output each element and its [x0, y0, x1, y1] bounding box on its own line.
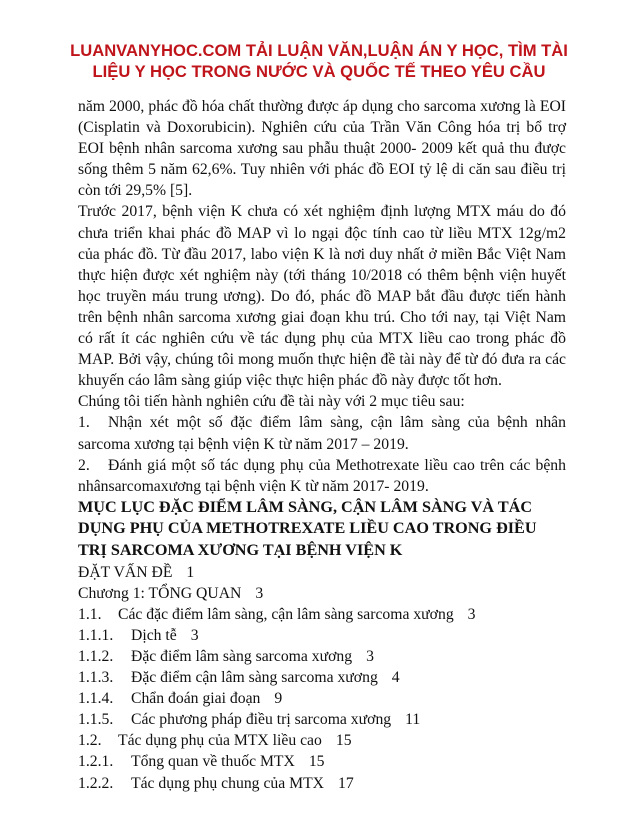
toc-entry-text: Chẩn đoán giai đoạn — [131, 690, 261, 708]
toc-entry-page: 1 — [186, 563, 195, 581]
goal-2-number: 2. — [78, 456, 90, 474]
goal-2-text: Đánh giá một số tác dụng phụ của Methotrexate liều cao trên các bệnh nhânsarcomaxương tại bệnh viện K từ năm 2017- 2019. — [78, 456, 566, 495]
toc-entry-page: 4 — [391, 669, 400, 687]
toc-entry-page: 11 — [405, 711, 421, 729]
paragraph-intro: năm 2000, phác đồ hóa chất thường được áp dụng cho sarcoma xương là EOI (Cisplatin và Doxorubicin). Nghiên cứu của Trần Văn Công hóa trị bổ trợ EOI bệnh nhân sarcoma xương sau phẫu thuật 2000- 2009 kết quả thu được sống thêm 5 năm 62,6%. Tuy nhiên với phác đồ EOI tỷ lệ di căn sau điều trị còn tới 29,5% [5]. — [78, 98, 566, 200]
toc-entry-page: 3 — [255, 584, 264, 602]
toc-entry-number: 1.1. — [78, 605, 102, 623]
toc-entry[interactable] — [78, 562, 566, 583]
paragraph-context: Trước 2017, bệnh viện K chưa có xét nghiệm định lượng MTX máu do đó chưa triển khai phác đồ MAP vì lo ngại độc tính cao từ liều MTX 12g/m2 của phác đồ. Từ đầu 2017, labo viện K là nơi duy nhất ở miền Bắc Việt Nam thực hiện được xét nghiệm này (tới tháng 10/2018 có thêm bệnh viện huyết học truyền máu trung ương). Do đó, phác đồ MAP bắt đầu được tiến hành trên bệnh nhân sarcoma xương giai đoạn khu trú. Cho tới nay, tại Việt Nam có rất ít các nghiên cứu về tác dụng phụ của MTX liều cao trong phác đồ MAP. Bởi vậy, chúng tôi mong muốn thực hiện đề tài này để từ đó đưa ra các khuyến cáo lâm sàng giúp việc thực hiện phác đồ này được tốt hơn. — [78, 203, 566, 390]
toc-entry-number: 1.2.2. — [78, 774, 114, 792]
site-banner[interactable] — [60, 40, 578, 82]
goal-2 — [78, 455, 566, 497]
toc-entry[interactable] — [78, 646, 566, 667]
toc-entry-text: Tác dụng phụ của MTX liều cao — [118, 732, 322, 750]
toc-entry-number: 1.2.1. — [78, 753, 114, 771]
toc-entry-number: 1.1.3. — [78, 669, 114, 687]
goal-1-text: Nhận xét một số đặc điểm lâm sàng, cận lâm sàng của bệnh nhân sarcoma xương tại bệnh viện K từ năm 2017 – 2019. — [78, 414, 566, 453]
toc-entry[interactable] — [78, 773, 566, 794]
toc-entry-text: Các phương pháp điều trị sarcoma xương — [131, 711, 392, 729]
toc-entry[interactable] — [78, 709, 566, 730]
toc-entry-text: Các đặc điểm lâm sàng, cận lâm sàng sarcoma xương — [118, 605, 454, 623]
toc-entry-page: 15 — [335, 732, 352, 750]
toc-entry-number: 1.1.5. — [78, 711, 114, 729]
toc-entry-page: 3 — [366, 647, 374, 665]
toc-entry-number: 1.1.1. — [78, 626, 114, 644]
toc-list — [78, 562, 566, 794]
toc-entry-text: Đặc điểm lâm sàng sarcoma xương — [131, 647, 353, 665]
toc-entry-number: 1.2. — [78, 732, 102, 750]
toc-entry[interactable] — [78, 604, 566, 625]
toc-title: MỤC LỤC ĐẶC ĐIỂM LÂM SÀNG, CẬN LÂM SÀNG VÀ TÁC DỤNG PHỤ CỦA METHOTREXATE LIỀU CAO TRONG ĐIỀU TRỊ SARCOMA XƯƠNG TẠI BỆNH VIỆN K — [78, 497, 537, 559]
toc-entry[interactable] — [78, 583, 566, 604]
toc-entry-text: Đặc điểm cận lâm sàng sarcoma xương — [131, 669, 378, 687]
toc-entry-text: Dịch tễ — [131, 626, 177, 644]
toc-entry[interactable] — [78, 688, 566, 709]
toc-entry-page: 17 — [338, 774, 354, 792]
toc-entry-text: Tổng quan về thuốc MTX — [131, 753, 295, 771]
toc-entry-number: 1.1.4. — [78, 690, 114, 708]
toc-entry[interactable] — [78, 625, 566, 646]
toc-entry-page: 3 — [190, 626, 199, 644]
toc-entry[interactable] — [78, 730, 566, 751]
document-body — [78, 96, 566, 794]
toc-entry-text: ĐẶT VẤN ĐỀ — [78, 563, 173, 581]
paragraph-goals-intro: Chúng tôi tiến hành nghiên cứu đề tài này với 2 mục tiêu sau: — [78, 393, 465, 411]
toc-entry-page: 15 — [308, 753, 325, 771]
toc-entry-text: Tác dụng phụ chung của MTX — [131, 774, 324, 792]
goal-1-number: 1. — [78, 414, 90, 432]
toc-entry-text: Chương 1: TỔNG QUAN — [78, 584, 242, 602]
toc-entry[interactable] — [78, 667, 566, 688]
goal-1 — [78, 412, 566, 454]
banner-line-2: LIỆU Y HỌC TRONG NƯỚC VÀ QUỐC TẾ THEO YÊU CẦU — [92, 62, 546, 81]
toc-entry-number: 1.1.2. — [78, 647, 114, 665]
banner-line-1: LUANVANYHOC.COM TẢI LUẬN VĂN,LUẬN ÁN Y HỌC, TÌM TÀI — [70, 41, 568, 60]
toc-entry[interactable] — [78, 751, 566, 772]
toc-entry-page: 9 — [274, 690, 283, 708]
toc-entry-page: 3 — [467, 605, 476, 623]
